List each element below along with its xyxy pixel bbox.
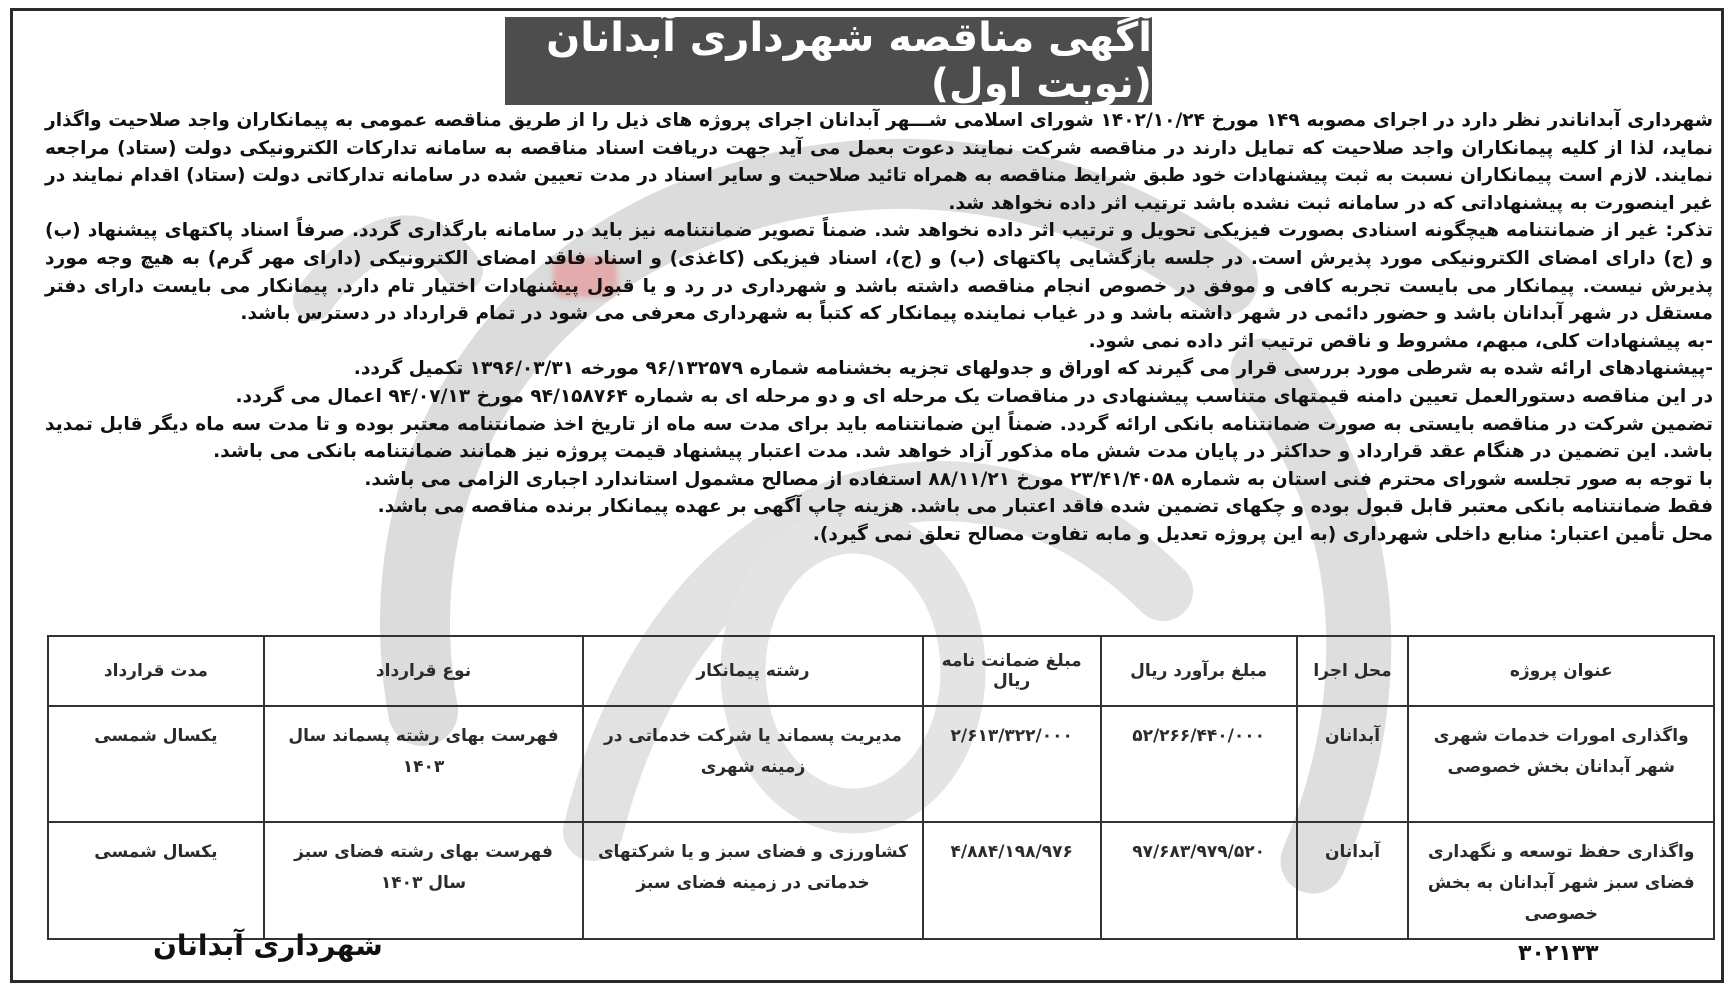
cell-location: آبدانان (1297, 822, 1409, 939)
table-header-row (48, 636, 1714, 706)
cell-estimate: ۹۷/۶۸۳/۹۷۹/۵۲۰ (1101, 822, 1297, 939)
cell-duration: یکسال شمسی (48, 706, 264, 822)
condition-paragraph: در این مناقصه دستورالعمل تعیین دامنه قیمتهای متناسب پیشنهادی در مناقصات یک مرحله ای و دو مرحله ای به شماره ۹۴/۱۵۸۷۶۴ مورخ ۹۴/۰۷/۱۳ اعمال می گردد. (235, 385, 1713, 407)
funding-paragraph: محل تأمین اعتبار: منابع داخلی شهرداری (به این پروژه تعدیل و مابه تفاوت مصالح تعلق نمی گیرد). (812, 523, 1713, 545)
cell-guarantee: ۴/۸۸۴/۱۹۸/۹۷۶ (923, 822, 1101, 939)
header-guarantee: مبلغ ضمانت نامه ریال (923, 636, 1101, 706)
cell-contract-type: فهرست بهای رشته فضای سبز سال ۱۴۰۳ (264, 822, 583, 939)
condition-paragraph: -به پیشنهادات کلی، مبهم، مشروط و ناقص ترتیب اثر داده نمی شود. (1088, 330, 1713, 352)
cell-duration: یکسال شمسی (48, 822, 264, 939)
cell-title: واگذاری حفظ توسعه و نگهداری فضای سبز شهر آبدانان به بخش خصوصی (1408, 822, 1714, 939)
note-paragraph: تذکر: غیر از ضمانتنامه هیچگونه اسنادی بصورت فیزیکی تحویل و ترتیب اثر داده نخواهد شد. ضمناً تصویر ضمانتنامه نیز باید در سامانه بارگذاری گردد. صرفاً اسناد پاکتهای پیشنهاد (ب) و (ج) دارای امضای الکترونیکی مورد پذیرش است. در جلسه بازگشایی پاکتهای (ب) و (ج)، اسناد فیزیکی (کاغذی) و اسناد فاقد امضای الکترونیکی (دارای مهر گرم) به هیچ وجه مورد پذیرش نیست. پیمانکار می بایست تجربه کافی و موفق در خصوص انجام مناقصه داشته باشد و شهرداری در رد و یا قبول پیشنهادات اختیار تام دارد. پیمانکار می بایست دارای دفتر مستقل در شهر آبدانان باشد و حضور دائمی در شهر داشته باشد و در غیاب نماینده پیمانکار که کتباً به شهرداری معرفی می شود در تمام قرارداد در دسترس باشد. (45, 220, 1713, 325)
cell-guarantee: ۲/۶۱۳/۳۲۲/۰۰۰ (923, 706, 1101, 822)
notice-body (45, 107, 1713, 549)
cell-estimate: ۵۲/۲۶۶/۴۴۰/۰۰۰ (1101, 706, 1297, 822)
bank-guarantee-paragraph: فقط ضمانتنامه بانکی معتبر قابل قبول بوده و چکهای تضمین شده فاقد اعتبار می باشد. هزینه چاپ آگهی بر عهده پیمانکار برنده مناقصه می باشد. (377, 496, 1713, 518)
notice-frame (10, 8, 1724, 983)
guarantee-paragraph: تضمین شرکت در مناقصه بایستی به صورت ضمانتنامه بانکی ارائه گردد. ضمناً این ضمانتنامه باید برای مدت سه ماه از تاریخ اخذ ضمانتنامه معتبر بوده و تا مدت سه ماه دیگر قابل تمدید باشد. این تضمین در هنگام عقد قرارداد و حداکثر در پایان مدت شش ماه مذکور آزاد خواهد شد. مدت اعتبار پیشنهاد قیمت پروژه نیز همانند ضمانتنامه بانکی می باشد. (45, 413, 1713, 463)
cell-field: مدیریت پسماند یا شرکت خدماتی در زمینه شهری (583, 706, 922, 822)
footer-code: ۳۰۲۱۳۳ (1518, 941, 1599, 966)
cell-field: کشاورزی و فضای سبز و یا شرکتهای خدماتی در زمینه فضای سبز (583, 822, 922, 939)
table-row (48, 822, 1714, 939)
header-location: محل اجرا (1297, 636, 1409, 706)
notice-title: آگهی مناقصه شهرداری آبدانان (نوبت اول) (505, 17, 1152, 105)
cell-location: آبدانان (1297, 706, 1409, 822)
header-estimate: مبلغ برآورد ریال (1101, 636, 1297, 706)
standards-paragraph: با توجه به صور تجلسه شورای محترم فنی استان به شماره ۲۳/۴۱/۴۰۵۸ مورخ ۸۸/۱۱/۲۱ استفاده از مصالح مشمول استاندارد اجباری الزامی می باشد. (364, 468, 1713, 490)
intro-text: در نظر دارد در اجرای مصوبه ۱۴۹ مورخ ۱۴۰۲/۱۰/۲۴ شورای اسلامی شـــهر آبدانان اجرای پروژه های ذیل را از طریق مناقصه عمومی به پیمانکاران واجد صلاحیت واگذار نماید، لذا از کلیه پیمانکاران واجد صلاحیت که تمایل دارند در مناقصه شرکت نمایند دعوت بعمل می آید جهت دریافت اسناد مناقصه به سامانه تدارکات الکترونیکی دولت (ستاد) مراجعه نمایند. لازم است پیمانکاران نسبت به ثبت پیشنهادات خود طبق شرایط مناقصه به همراه تائید صلاحیت و سایر اسناد در مدت تعیین شده در سامانه تدارکاتی دولت (ستاد) اقدام نمایند در غیر اینصورت به پیشنهاداتی که در سامانه ثبت نشده باشد ترتیب اثر داده نخواهد شد. (45, 110, 1713, 214)
cell-title: واگذاری امورات خدمات شهری شهر آبدانان بخش خصوصی (1408, 706, 1714, 822)
header-duration: مدت قرارداد (48, 636, 264, 706)
header-contract-type: نوع قرارداد (264, 636, 583, 706)
header-title: عنوان پروژه (1408, 636, 1714, 706)
projects-table (47, 635, 1715, 940)
header-field: رشته پیمانکار (583, 636, 922, 706)
cell-contract-type: فهرست بهای رشته پسماند سال ۱۴۰۳ (264, 706, 583, 822)
condition-paragraph: -پیشنهادهای ارائه شده به شرطی مورد بررسی قرار می گیرند که اوراق و جدولهای تجزیه بخشنامه شماره ۹۶/۱۳۲۵۷۹ مورخه ۱۳۹۶/۰۳/۳۱ تکمیل گردد. (353, 358, 1713, 380)
intro-paragraph (45, 107, 1713, 217)
footer-signature: شهرداری آبدانان (153, 929, 383, 962)
municipality-name: شهرداری آبدانان (1569, 110, 1713, 131)
table-row (48, 706, 1714, 822)
